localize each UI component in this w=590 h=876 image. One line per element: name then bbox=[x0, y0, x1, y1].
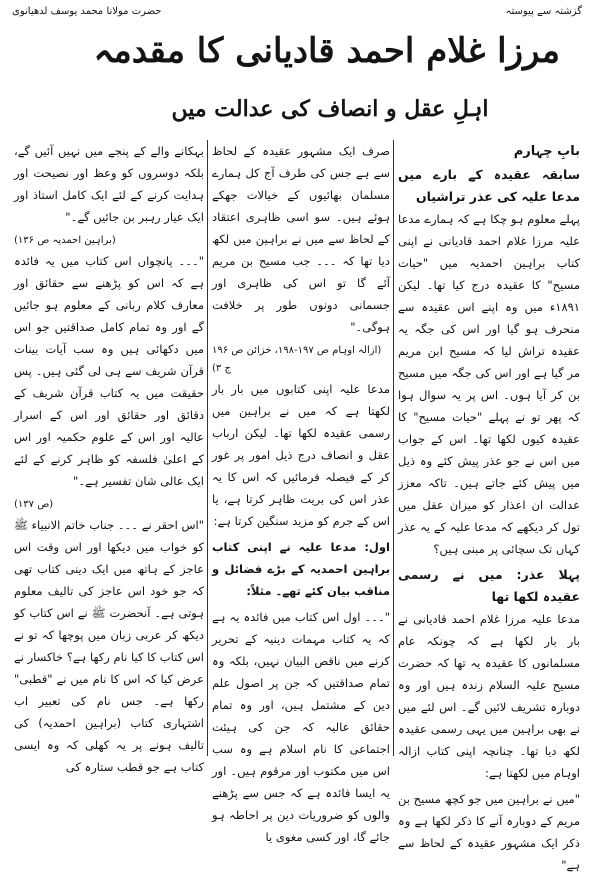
text-column-2 bbox=[212, 140, 390, 844]
quotation: "میں نے براہین میں جو کچھ مسیح بن مریم کے دوبارہ آنے کا ذکر لکھا ہے وہ ذکر ایک مشہور عقیدہ کے لحاظ سے ہے" bbox=[398, 792, 580, 872]
paragraph: مدعا علیہ اپنی کتابوں میں بار بار لکھتا ہے کہ میں نے براہین میں رسمی عقیدہ لکھا تھا۔ لیکن ارباب عقل و انصاف درج ذیل امور پر غور کر کے فیصلہ فرمائیں کہ اس کا یہ عذر اس کی بریت ظاہر کرتا ہے، یا اس کے جرم کو مزید سنگین کرتا ہے: bbox=[212, 382, 390, 528]
chapter-heading: بابِ چہارم bbox=[513, 144, 580, 159]
citation: (براہین احمدیہ ص ۱۳۶) bbox=[14, 235, 116, 246]
citation: (ص ۱۳۷) bbox=[14, 499, 54, 510]
paragraph: مدعا علیہ مرزا غلام احمد قادیانی نے بار بار لکھا ہے کہ چونکہ عام مسلمانوں کا عقیدہ یہ تھا کہ حضرت مسیح علیہ السلام زندہ ہیں اور وہ دوبارہ تشریف لائیں گے۔ اس لئے میں نے بھی براہین میں یہی رسمی عقیدہ لکھ دیا تھا۔ چنانچہ اپنی کتاب ازالہ اوہام میں لکھتا ہے: bbox=[398, 612, 580, 780]
paragraph: صرف ایک مشہور عقیدہ کے لحاظ سے ہے جس کی طرف آج کل ہمارے مسلمان بھائیوں کے خیالات جھکے ہوئے ہیں۔ سو اسی ظاہری اعتقاد کے لحاظ سے میں نے براہین میں لکھ دیا تھا کہ ۔۔۔ جب مسیح بن مریم آئے گا تو اس کی ظاہری اور جسمانی دونوں طور پر خلافت ہوگی۔" bbox=[212, 144, 390, 334]
author-credit: حضرت مولانا محمد یوسف لدھیانوی bbox=[12, 6, 162, 17]
paragraph: پہلے معلوم ہو چکا ہے کہ ہمارے مدعا علیہ مرزا غلام احمد قادیانی نے اپنی کتاب براہین احمدیہ میں "حیات مسیح" کا عقیدہ درج کیا تھا۔ لیکن ۱۸۹۱ء میں وہ اپنے اس عقیدہ سے منحرف ہو گیا اور اس کی جگہ یہ عقیدہ تراش لیا کہ مسیح ابن مریم مر گیا ہے اور اس کی جگہ میں مسیح بن کر آیا ہوں۔ اس پر یہ سوال ہوا کہ پھر تو نے پہلے "حیات مسیح" کا عقیدہ کیوں لکھا تھا۔ اس کے جواب میں اس نے جو عذر پیش کئے وہ ذیل میں پیش کئے جاتے ہیں۔ تاکہ معزز عدالت ان اعذار کو میزان عقل میں تول کر دیکھے کہ مدعا علیہ کے یہ عذر کہاں تک سچائی پر مبنی ہیں؟ bbox=[398, 212, 580, 556]
continued-label: گزشتہ سے پیوستہ bbox=[505, 6, 582, 17]
text-column-1 bbox=[398, 140, 580, 872]
paragraph: بہکانے والے کے پنجے میں نہیں آئیں گے، بلکہ دوسروں کو وعظ اور نصیحت اور ہدایت کرنے کے لئے ایک کامل استاذ اور ایک عیار رہبر بن جائیں گے۔" bbox=[14, 144, 204, 224]
quotation: "۔۔۔ اول اس کتاب میں فائدہ یہ ہے کہ یہ کتاب مہمات دینیہ کے تحریر کرنے میں ناقص البیان نہیں، بلکہ وہ تمام صداقتیں کہ جن پر اصول علم دین کے مشتمل ہیں، اور وہ تمام حقائق عالیہ کہ جن کی ہیئت اجتماعی کا نام اسلام ہے وہ سب اس میں مکتوب اور مرقوم ہیں۔ اور یہ ایسا فائدہ ہے کہ جس سے پڑھنے والوں کو ضروریات دین پر احاطہ ہو جائے گا، اور کسی مغوی یا bbox=[212, 610, 390, 844]
column-divider bbox=[393, 140, 394, 756]
chapter-subtitle: سابقہ عقیدہ کے بارے میں مدعا علیہ کی عذر تراشیاں bbox=[398, 167, 580, 204]
section-heading: پہلا عذر: میں نے رسمی عقیدہ لکھا تھا bbox=[398, 567, 580, 604]
quotation: "۔۔۔ پانچواں اس کتاب میں یہ فائدہ ہے کہ اس کو پڑھنے سے حقائق اور معارف کلام ربانی کے معلوم ہو جائیں گے اور وہ تمام کامل صداقتیں جو اس میں دکھائی ہیں وہ سب آیات بینات قرآن شریف سے ہی لی گئی ہیں۔ پس حقیقت میں یہ کتاب قرآن شریف کے دقائق اور حقائق اور اس کے اسرار عالیہ اور اس کے علوم حکمیہ اور اس کے اعلیٰ فلسفہ کو ظاہر کرنے کے لئے ایک عالی شان تفسیر ہے۔" bbox=[14, 254, 204, 488]
text-column-3 bbox=[14, 140, 204, 774]
point-heading: اول: مدعا علیہ نے اپنی کتاب براہین احمدیہ کے بڑے فضائل و مناقب بیان کئے تھے۔ مثلاً: bbox=[212, 540, 390, 598]
quotation: "اس احقر نے ۔۔۔ جناب خاتم الانبیاء ﷺ کو خواب میں دیکھا اور اس وقت اس عاجز کے ہاتھ میں ایک دینی کتاب تھی کہ جو خود اس عاجز کی تالیف معلوم ہوتی ہے۔ آنحضرت ﷺ نے اس کتاب کو دیکھ کر عربی زبان میں پوچھا کہ تو نے اس کتاب کا کیا نام رکھا ہے؟ خاکسار نے عرض کیا کہ اس کا نام میں نے "قطبی" رکھا ہے۔ جس نام کی تعبیر اب اشتہاری کتاب (براہین احمدیہ) کی تالیف ہونے پر یہ کھلی کہ وہ ایسی کتاب ہے جو قطب ستارہ کی bbox=[14, 518, 204, 774]
article-title: مرزا غلام احمد قادیانی کا مقدمہ bbox=[93, 31, 560, 71]
column-divider bbox=[207, 140, 208, 756]
citation: (ازالہ اوہام ص ۱۹۷-۱۹۸، خزائن ص ۱۹۶ ج ۳) bbox=[212, 345, 382, 374]
article-subtitle: اہلِ عقل و انصاف کی عدالت میں bbox=[171, 96, 489, 122]
